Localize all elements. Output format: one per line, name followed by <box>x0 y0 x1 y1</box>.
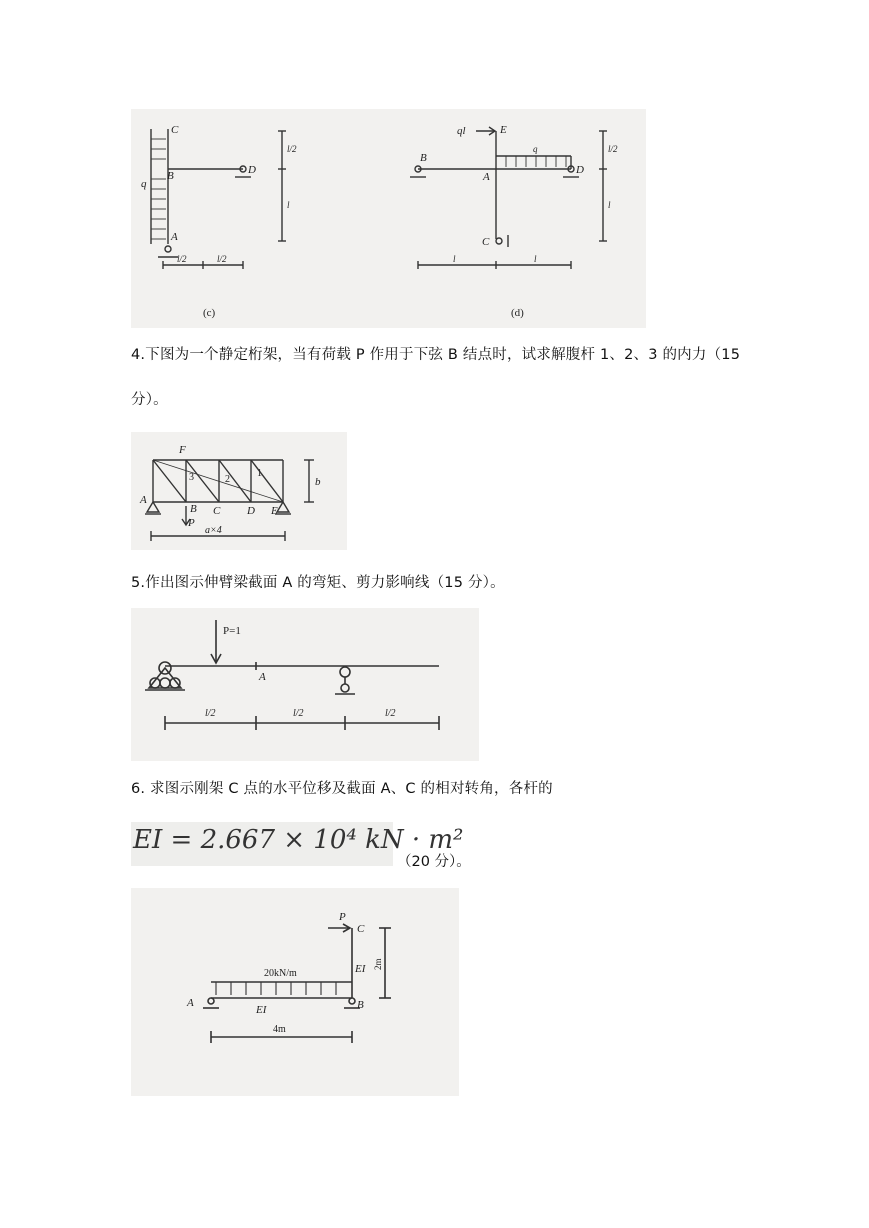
truss-member-2: 2 <box>225 474 230 485</box>
frame-label-P: P <box>339 911 346 923</box>
d-dim-l: l <box>608 200 611 210</box>
question-5 <box>131 573 505 593</box>
question-5-text: 作出图示伸臂梁截面 A 的弯矩、剪力影响线（15 分）。 <box>145 575 505 591</box>
figure-cd <box>131 109 646 328</box>
c-label-C: C <box>171 124 179 136</box>
frame-label-C: C <box>357 923 365 935</box>
question-5-number: 5. <box>131 575 146 591</box>
frame-label-A: A <box>187 997 194 1009</box>
frame-label-EI-bottom: EI <box>256 1004 267 1016</box>
truss-label-F: F <box>179 444 186 456</box>
beam-drawing <box>131 608 479 761</box>
beam-load: P=1 <box>223 625 241 637</box>
truss-label-A: A <box>140 494 147 506</box>
formula-text: EI = 2.667 × 10⁴ kN · m² <box>133 825 464 855</box>
truss-span: a×4 <box>205 525 222 536</box>
truss-label-E: E <box>271 505 278 517</box>
question-6-tail: （20 分）。 <box>397 854 471 870</box>
c-label-D: D <box>248 164 256 176</box>
truss-member-3: 3 <box>189 472 194 483</box>
figure-frame <box>131 888 459 1096</box>
frame-height: 2m <box>373 958 383 970</box>
caption-c: (c) <box>203 307 216 319</box>
question-4-number: 4. <box>131 347 146 363</box>
d-label-E: E <box>500 124 507 136</box>
question-4-text: 下图为一个静定桁架，当有荷载 P 作用于下弦 B 结点时，试求解腹杆 1、2、3 的内力（15 <box>145 347 741 363</box>
d-label-A: A <box>483 171 490 183</box>
frame-label-B: B <box>357 999 364 1011</box>
truss-label-P: P <box>188 517 195 529</box>
truss-label-b: b <box>315 476 321 488</box>
frame-drawing <box>131 888 459 1096</box>
question-6 <box>131 779 553 799</box>
d-label-D: D <box>576 164 584 176</box>
c-label-A: A <box>171 231 178 243</box>
truss-label-D: D <box>247 505 255 517</box>
c-dim-l2-b: l/2 <box>217 254 227 264</box>
question-4-line-1 <box>131 345 740 365</box>
caption-d: (d) <box>511 307 524 319</box>
truss-label-C: C <box>213 505 221 517</box>
d-dim-l-right: l <box>534 254 537 264</box>
c-dim-l2-top: l/2 <box>287 144 297 154</box>
figure-cd-drawing <box>131 109 646 328</box>
question-4-line-2: 分）。 <box>131 392 168 408</box>
d-label-q: q <box>533 144 538 154</box>
truss-member-1: 1 <box>257 468 262 479</box>
frame-span: 4m <box>273 1024 286 1035</box>
c-label-q: q <box>141 178 147 190</box>
question-6-number: 6. <box>131 781 146 797</box>
c-dim-l2-a: l/2 <box>177 254 187 264</box>
d-dim-l-left: l <box>453 254 456 264</box>
beam-dim-1: l/2 <box>205 708 216 719</box>
frame-load: 20kN/m <box>264 968 297 979</box>
beam-dim-2: l/2 <box>293 708 304 719</box>
d-label-ql: ql <box>457 125 466 137</box>
beam-section-A: A <box>259 671 266 683</box>
c-label-B: B <box>167 170 174 182</box>
figure-truss <box>131 432 347 550</box>
question-6-text: 求图示刚架 C 点的水平位移及截面 A、C 的相对转角，各杆的 <box>145 781 553 797</box>
figure-beam <box>131 608 479 761</box>
truss-label-B: B <box>190 503 197 515</box>
frame-label-EI-top: EI <box>355 963 366 975</box>
d-label-B: B <box>420 152 427 164</box>
truss-drawing <box>131 432 347 550</box>
d-label-C: C <box>482 236 490 248</box>
c-dim-l: l <box>287 200 290 210</box>
d-dim-l2-top: l/2 <box>608 144 618 154</box>
beam-dim-3: l/2 <box>385 708 396 719</box>
